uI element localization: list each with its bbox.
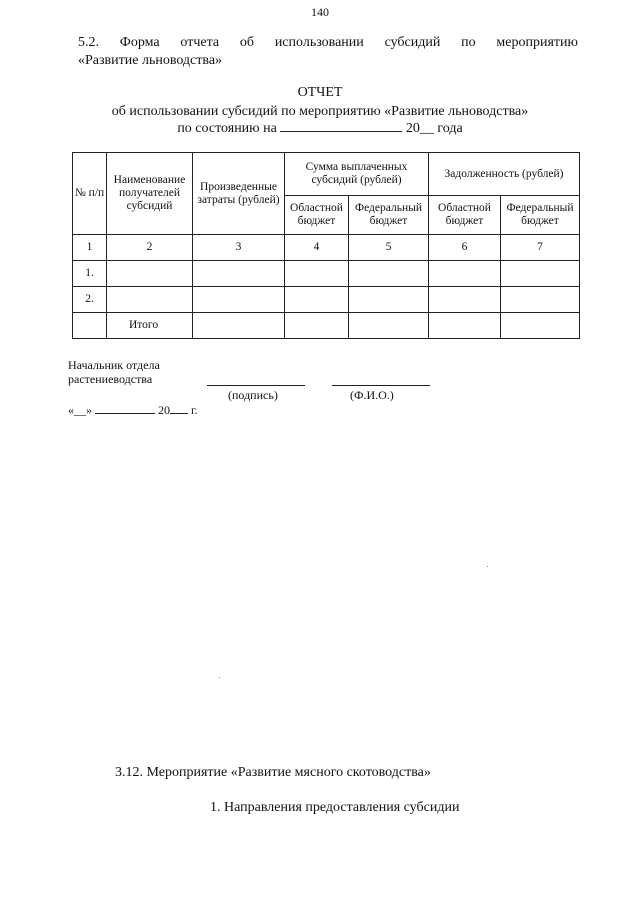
name-line: [332, 385, 430, 386]
header-paid-federal: Федеральный бюджет: [349, 196, 429, 235]
cell: [501, 313, 580, 339]
date-suffix: года: [437, 121, 463, 136]
cell: [349, 261, 429, 287]
column-number: 3: [193, 235, 285, 261]
cell: [501, 261, 580, 287]
header-recipients: Наименование получателей субсидий: [107, 153, 193, 235]
header-costs: Произведенные затраты (рублей): [193, 153, 285, 235]
header-row-1: [73, 153, 580, 196]
header-debt-federal: Федеральный бюджет: [501, 196, 580, 235]
report-date-line: [0, 121, 640, 137]
cell: [285, 313, 349, 339]
header-debt-regional: Областной бюджет: [429, 196, 501, 235]
scan-speck: [487, 566, 488, 567]
date-year: 20__: [405, 121, 434, 136]
signature-caption: (подпись): [228, 388, 278, 402]
cell: [429, 287, 501, 313]
report-table: [72, 152, 580, 339]
signatory-position-line-2: растениеводства: [68, 372, 153, 386]
name-caption: (Ф.И.О.): [350, 388, 394, 402]
signature-line: [207, 385, 305, 386]
row-name: [107, 261, 193, 287]
date-suffix: г.: [191, 403, 198, 417]
column-number: 5: [349, 235, 429, 261]
cell: [429, 261, 501, 287]
header-num: № п/п: [73, 153, 107, 235]
subsection-heading: 1. Направления предоставления субсидии: [210, 800, 460, 815]
row-number: [73, 313, 107, 339]
signature-date-line: [68, 403, 198, 418]
year-blank: [170, 403, 188, 414]
cell: [429, 313, 501, 339]
total-label: Итого: [107, 313, 193, 339]
cell: [193, 261, 285, 287]
date-blank: [280, 121, 402, 132]
row-number: 1.: [73, 261, 107, 287]
cell: [349, 287, 429, 313]
column-number: 1: [73, 235, 107, 261]
cell: [193, 287, 285, 313]
column-number: 7: [501, 235, 580, 261]
column-number: 6: [429, 235, 501, 261]
cell: [285, 287, 349, 313]
table-row: [73, 261, 580, 287]
section-3-12-heading: 3.12. Мероприятие «Развитие мясного скотоводства»: [115, 765, 431, 780]
total-row: [73, 313, 580, 339]
date-year-prefix: 20: [158, 403, 170, 417]
scan-speck: [219, 677, 220, 678]
report-title: ОТЧЕТ: [297, 85, 343, 100]
cell: [285, 261, 349, 287]
month-blank: [95, 403, 155, 414]
report-subtitle: об использовании субсидий по мероприятию «Развитие льноводства»: [111, 104, 529, 119]
cell: [501, 287, 580, 313]
date-prefix: по состоянию на: [177, 121, 277, 136]
signatory-position-line-1: Начальник отдела: [68, 358, 160, 372]
cell: [193, 313, 285, 339]
header-debt: Задолженность (рублей): [429, 153, 580, 196]
column-number: 4: [285, 235, 349, 261]
section-heading-continuation: «Развитие льноводства»: [78, 53, 223, 68]
cell: [349, 313, 429, 339]
table-row: [73, 287, 580, 313]
page-number: 140: [311, 5, 329, 19]
header-paid-subsidies: Сумма выплаченных субсидий (рублей): [285, 153, 429, 196]
header-paid-regional: Областной бюджет: [285, 196, 349, 235]
row-name: [107, 287, 193, 313]
column-number: 2: [107, 235, 193, 261]
date-day: «__»: [68, 403, 92, 417]
row-number: 2.: [73, 287, 107, 313]
column-number-row: [73, 235, 580, 261]
section-heading: 5.2. Форма отчета об использовании субсидий по мероприятию: [78, 35, 578, 50]
